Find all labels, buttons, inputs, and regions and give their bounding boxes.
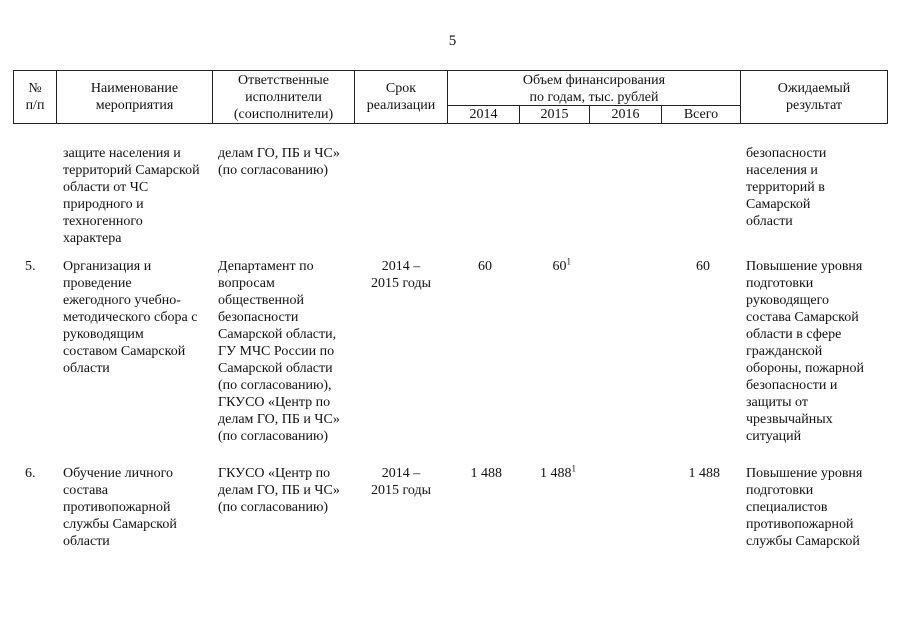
header-col-number: № п/п xyxy=(25,81,45,113)
header-year-2016: 2016 xyxy=(611,107,640,122)
row-responsible: ГКУСО «Центр по делам ГО, ПБ и ЧС» (по согласованию) xyxy=(218,466,340,515)
row-number: 6. xyxy=(25,466,36,481)
row-result: Повышение уровня подготовки специалистов противопожарной службы Самарской xyxy=(746,466,863,549)
header-col-result: Ожидаемый результат xyxy=(777,81,851,113)
row-result: Повышение уровня подготовки руководящего состава Самарской области в сфере гражданской обороны, пожарной безопасности и защиты от чрезвычайных ситуаций xyxy=(746,259,865,444)
row-value-2014: 60 xyxy=(478,259,492,274)
row-name: Обучение личного состава противопожарной службы Самарской области xyxy=(63,466,177,549)
row-value-total: 60 xyxy=(696,259,710,274)
table-top-border xyxy=(13,70,887,71)
row-name: Организация и проведение ежегодного учебно- методического сбора с руководящим составом Самарской области xyxy=(63,259,198,376)
footnote-mark: 1 xyxy=(571,463,576,474)
row-term: 2014 – 2015 годы xyxy=(370,466,432,498)
header-year-2014: 2014 xyxy=(469,107,498,122)
table-header-bottom-border xyxy=(13,123,887,124)
page-number: 5 xyxy=(448,33,457,49)
row-result: безопасности населения и территорий в Самарской области xyxy=(746,146,827,229)
row-term: 2014 – 2015 годы xyxy=(370,259,432,291)
row-value-2015: $60^1$ xyxy=(552,256,571,274)
col-divider xyxy=(887,70,888,124)
header-col-name: Наименование мероприятия xyxy=(90,81,179,113)
row-value-total: 1 488 xyxy=(688,466,720,481)
header-col-term: Срок реализации xyxy=(366,81,436,113)
row-responsible: делам ГО, ПБ и ЧС» (по согласованию) xyxy=(218,146,340,178)
row-responsible: Департамент по вопросам общественной безопасности Самарской области, ГУ МЧС России по Самарской области (по согласованию), ГКУСО «Центр по делам ГО, ПБ и ЧС» (по согласованию) xyxy=(218,259,340,444)
row-name: защите населения и территорий Самарской области от ЧС природного и техногенного характера xyxy=(63,146,200,246)
row-value-2015: 1 $488^1$ xyxy=(540,463,576,481)
row-number: 5. xyxy=(25,259,36,274)
row-value-2014: 1 488 xyxy=(470,466,502,481)
header-col-total: Всего xyxy=(683,107,719,122)
header-year-2015: 2015 xyxy=(540,107,569,122)
header-col-finance: Объем финансирования по годам, тыс. рублей xyxy=(522,73,666,105)
header-col-responsible: Ответственные исполнители (соисполнители) xyxy=(233,73,334,122)
footnote-mark: 1 xyxy=(566,256,571,267)
